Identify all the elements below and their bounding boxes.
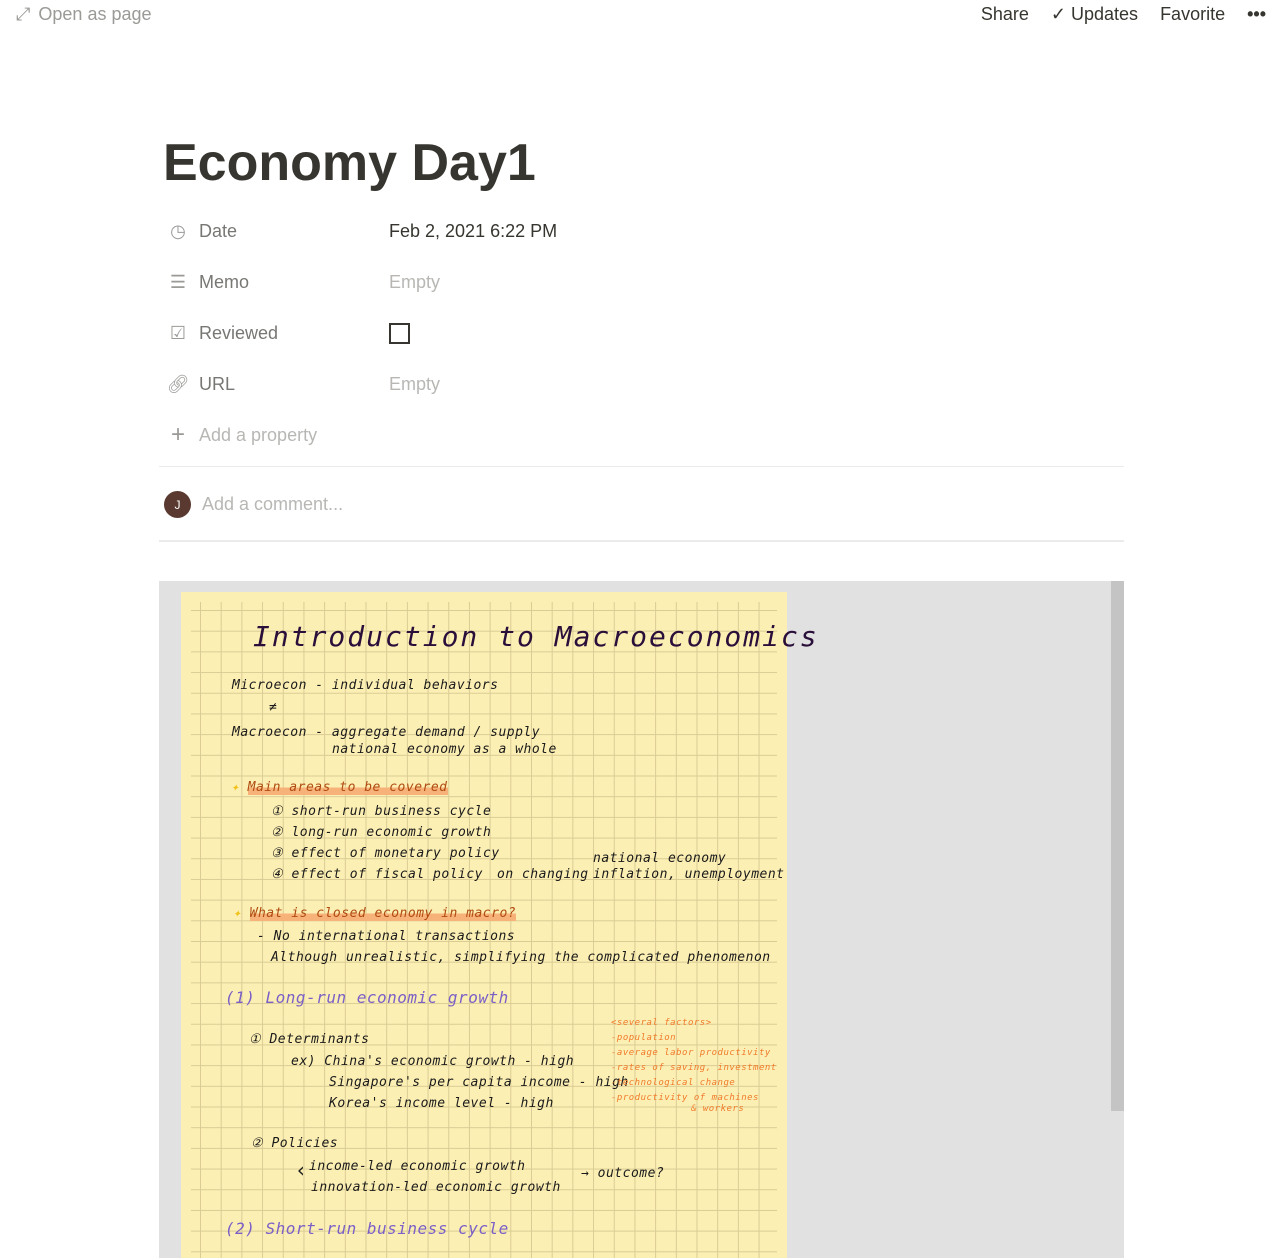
checkbox-icon: ☑	[169, 322, 187, 343]
notes-title: Introduction to Macroeconomics	[253, 620, 819, 653]
note-line: on changing	[497, 867, 589, 882]
note-factor: -population	[611, 1033, 677, 1043]
property-reviewed[interactable]	[166, 318, 410, 348]
star-icon: ✦	[233, 906, 242, 921]
note-factor: -rates of saving, investment	[611, 1063, 777, 1073]
note-line: ≠	[269, 700, 278, 715]
property-label: Memo	[199, 271, 250, 292]
note-line: ② long-run economic growth	[271, 825, 492, 840]
open-as-page-button[interactable]	[16, 4, 152, 25]
property-value[interactable]: Empty	[389, 271, 441, 292]
note-line: ex) China's economic growth - high	[291, 1054, 575, 1069]
add-property-button[interactable]	[166, 420, 317, 450]
note-section: (2) Short-run business cycle	[225, 1219, 509, 1238]
property-url[interactable]	[166, 369, 440, 399]
property-label: URL	[199, 373, 236, 394]
note-line: Korea's income level - high	[329, 1096, 554, 1111]
note-line: inflation, unemployment	[593, 867, 785, 882]
reviewed-checkbox[interactable]	[389, 323, 410, 344]
property-label: Date	[199, 220, 238, 241]
property-date[interactable]	[166, 216, 557, 246]
note-line: national economy	[593, 851, 727, 866]
updates-label: Updates	[1071, 4, 1139, 24]
add-property-label: Add a property	[199, 424, 318, 445]
page-title[interactable]: Economy Day1	[163, 134, 536, 192]
property-value[interactable]: Empty	[389, 373, 441, 394]
note-heading: What is closed economy in macro?	[249, 906, 517, 921]
note-line: Although unrealistic, simplifying the complicated phenomenon	[271, 950, 771, 965]
comment-box[interactable]	[164, 491, 343, 518]
divider	[159, 540, 1124, 542]
note-line: ① Determinants	[249, 1032, 370, 1047]
note-heading: Main areas to be covered	[247, 780, 448, 795]
note-factor: -technological change	[611, 1078, 736, 1088]
link-icon: 🔗︎	[166, 373, 190, 394]
note-line: - No international transactions	[257, 929, 516, 944]
open-as-page-label: Open as page	[38, 4, 152, 24]
note-line: ② Policies	[251, 1136, 339, 1151]
clock-icon: ◷	[170, 220, 186, 241]
plus-icon: +	[170, 421, 185, 448]
more-icon[interactable]: •••	[1247, 4, 1266, 24]
note-line: ④ effect of fiscal policy	[271, 867, 483, 882]
note-line: Microecon - individual behaviors	[232, 678, 499, 693]
favorite-button[interactable]: Favorite	[1160, 4, 1226, 24]
image-block[interactable]	[159, 581, 1124, 1258]
star-icon: ✦	[231, 780, 240, 795]
note-line: national economy as a whole	[332, 742, 557, 757]
note-line: innovation-led economic growth	[311, 1180, 561, 1195]
comment-input[interactable]: Add a comment...	[202, 494, 344, 514]
note-line: income-led economic growth	[309, 1159, 526, 1174]
note-line: → outcome?	[581, 1166, 665, 1181]
check-icon: ✓	[1050, 4, 1066, 24]
updates-button[interactable]	[1051, 4, 1138, 25]
text-lines-icon: ☰	[169, 271, 187, 292]
avatar: J	[164, 491, 191, 518]
scrollbar[interactable]	[1111, 581, 1124, 1111]
top-bar	[0, 0, 1280, 30]
note-section: (1) Long-run economic growth	[225, 988, 509, 1007]
divider	[159, 466, 1124, 467]
share-button[interactable]: Share	[980, 4, 1029, 24]
note-factor: -average labor productivity	[611, 1048, 771, 1058]
note-line: Singapore's per capita income - high	[329, 1075, 629, 1090]
note-line: ③ effect of monetary policy	[271, 846, 500, 861]
property-memo[interactable]	[166, 267, 440, 297]
note-line: Macroecon - aggregate demand / supply	[232, 725, 541, 740]
property-value[interactable]: Feb 2, 2021 6:22 PM	[389, 220, 558, 241]
handwritten-notes-image: Introduction to Macroeconomics Microecon - individual behaviors ≠ Macroecon - aggregate demand / supply national economy as a whole ✦ Main areas to be covered ① short-run business cycle ② long-run economic growth ③ effect of monetary policy ④ effect of fiscal policy on changing national economy inflation, unemployment ✦ What is closed economy in macro? - No international transactions Although unrealistic, simplifying the complicated phenomenon (1) Long-run economic growth ① Determinants ex) China's economic growth - high Singapore's per capita income - high Korea's income level - high <several factors> -population -average labor productivity -rates of saving, investment -technological change -productivity of machines & workers ② Policies ‹ income-led economic growth innovation-led economic growth → outcome? (2) Short-run business cycle	[181, 592, 787, 1258]
property-label: Reviewed	[199, 322, 279, 343]
note-factor: -productivity of machines	[611, 1093, 759, 1103]
expand-icon: ⤢	[16, 4, 31, 24]
note-line: ① short-run business cycle	[271, 804, 492, 819]
note-factor: <several factors>	[611, 1018, 712, 1028]
note-factor: & workers	[691, 1104, 745, 1114]
